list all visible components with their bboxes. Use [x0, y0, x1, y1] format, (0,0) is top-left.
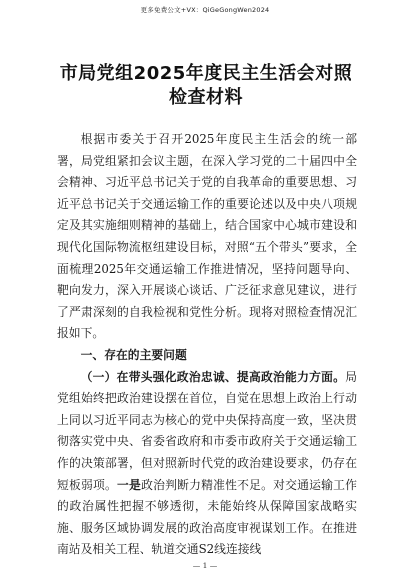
document-body [57, 129, 357, 561]
header-note: 更多免费公文+VX：QiGeGongWen2024 [140, 6, 270, 14]
page-number: — 1 — [192, 561, 218, 570]
subsection-text-1a: 局党组始终把政治建设摆在首位，自觉在思想上政治上行动上同以习近平同志为核心的党中央保持高度一致，坚决贯彻落实党中央、省委省政府和市委市政府关于交通运输工作的决策部署，但对照新时代党的政治建设要求，仍存在短板弱项。 [57, 369, 357, 492]
point-marker-1: 一是 [117, 477, 142, 492]
subsection-heading-1: （一）在带头强化政治忠诚、提高政治能力方面。 [80, 369, 346, 384]
intro-paragraph: 根据市委关于召开2025年度民主生活会的统一部署，局党组紧扣会议主题，在深入学习党的二十届四中全会精神、习近平总书记关于党的自我革命的重要思想、习近平总书记关于交通运输工作的重要论述以及中央八项规定及其实施细则精神的基础上，结合国家中心城市建设和现代化国际物流枢纽建设目标，对照“五个带头”要求，全面梳理2025年交通运输工作推进情况，坚持问题导向、靶向发力，深入开展谈心谈话、广泛征求意见建议，进行了严肃深刻的自我检视和党性分析。现将对照检查情况汇报如下。 [57, 132, 357, 341]
subsection-text-1b: 政治判断力精准性不足。对交通运输工作的政治属性把握不够透彻，未能始终从保障国家战略实施、服务区域协调发展的政治高度审视谋划工作。在推进南站及相关工程、轨道交通S2线连接线 [57, 477, 357, 557]
section-heading-1: 一、存在的主要问题 [80, 347, 187, 362]
document-title: 市局党组2025年度民主生活会对照检查材料 [59, 63, 353, 108]
subsection-paragraph-1 [57, 367, 357, 561]
